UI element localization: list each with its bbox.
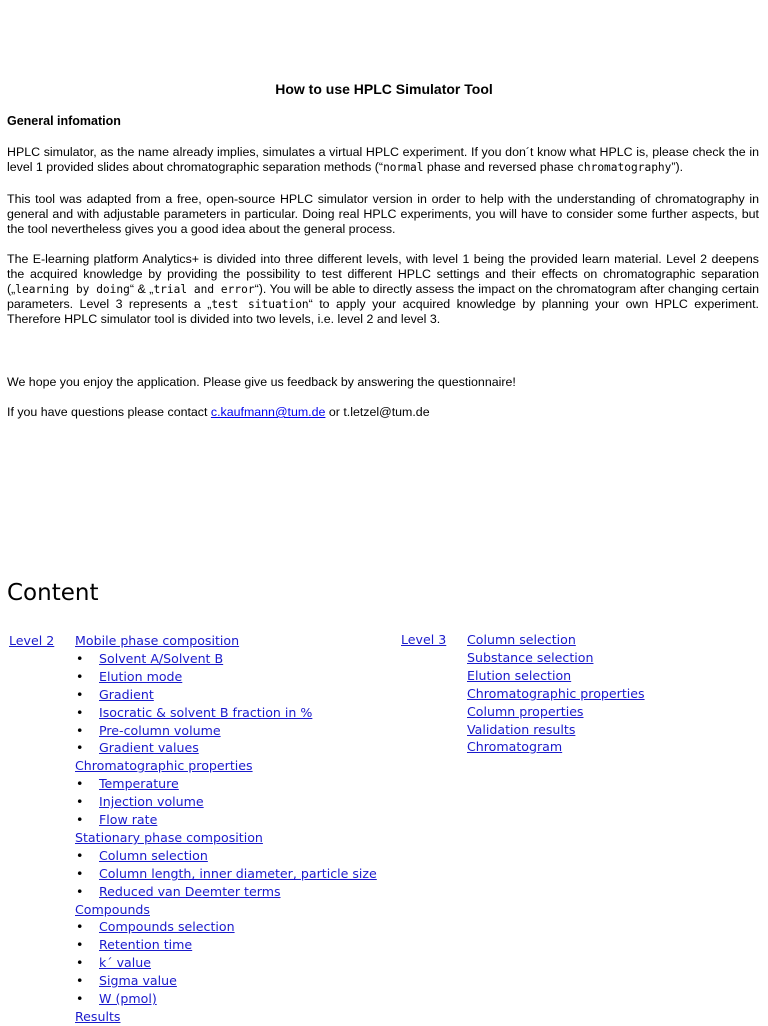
bullet-marker: • xyxy=(76,723,84,738)
toc-level-2-link[interactable]: Level 2 xyxy=(9,633,55,648)
toc-subitem-link[interactable]: Injection volume xyxy=(99,794,204,809)
toc-level3-item-link[interactable]: Column properties xyxy=(467,704,584,719)
toc-level-3-link[interactable]: Level 3 xyxy=(401,632,447,647)
toc-level3-item xyxy=(467,703,584,721)
toc-level3-item xyxy=(467,667,571,685)
toc-level3-item-link[interactable]: Validation results xyxy=(467,722,576,737)
bullet-marker: • xyxy=(76,937,84,952)
general-information-heading: General infomation xyxy=(7,114,121,128)
toc-subitem-link[interactable]: Retention time xyxy=(99,937,193,952)
toc-section-link[interactable]: Chromatographic properties xyxy=(75,758,253,773)
toc-subitem-link[interactable]: k´ value xyxy=(99,955,151,970)
bullet-marker: • xyxy=(76,848,84,863)
bullet-marker: • xyxy=(76,669,84,684)
toc-subitem xyxy=(99,686,154,704)
toc-subitem-link[interactable]: Temperature xyxy=(99,776,179,791)
toc-section xyxy=(75,829,263,847)
toc-subitem xyxy=(99,972,177,990)
toc-level3-item-link[interactable]: Chromatographic properties xyxy=(467,686,645,701)
toc-level3-item-link[interactable]: Column selection xyxy=(467,632,576,647)
bullet-marker: • xyxy=(76,776,84,791)
toc-section-link[interactable]: Results xyxy=(75,1009,121,1024)
toc-subitem xyxy=(99,739,199,757)
toc-level3-item xyxy=(467,685,645,703)
bullet-marker: • xyxy=(76,991,84,1006)
toc-level3-item xyxy=(467,649,593,667)
toc-level3-item xyxy=(467,631,576,649)
toc-subitem-link[interactable]: Column length, inner diameter, particle size xyxy=(99,866,377,881)
toc-subitem-link[interactable]: Sigma value xyxy=(99,973,177,988)
toc-level2-link-wrap xyxy=(9,632,54,650)
toc-level3-item xyxy=(467,721,575,739)
bullet-marker: • xyxy=(76,705,84,720)
email-link-kaufmann[interactable]: c.kaufmann@tum.de xyxy=(210,405,326,419)
toc-subitem xyxy=(99,650,223,668)
toc-level3-item xyxy=(467,738,562,756)
toc-subitem xyxy=(99,990,157,1008)
content-heading: Content xyxy=(7,580,99,606)
bullet-marker: • xyxy=(76,812,84,827)
toc-section-link[interactable]: Stationary phase composition xyxy=(75,830,263,845)
toc-subitem xyxy=(99,954,151,972)
toc-subitem xyxy=(99,865,377,883)
toc-subitem xyxy=(99,775,179,793)
tool-description-paragraph: This tool was adapted from a free, open-source HPLC simulator version in order to help with the understanding of chromatography in general and with adjustable parameters in particular. Doing real HPLC experiments, you will have to consider some further aspects, but the tool nevertheless gives you a good idea about the general process. xyxy=(7,192,759,236)
toc-section xyxy=(75,632,239,650)
bullet-marker: • xyxy=(76,794,84,809)
toc-section xyxy=(75,901,150,919)
toc-subitem-link[interactable]: Gradient xyxy=(99,687,154,702)
toc-subitem-link[interactable]: Isocratic & solvent B fraction in % xyxy=(99,705,313,720)
toc-subitem xyxy=(99,936,192,954)
toc-subitem-link[interactable]: Elution mode xyxy=(99,669,183,684)
toc-level3-item-link[interactable]: Substance selection xyxy=(467,650,594,665)
bullet-marker: • xyxy=(76,955,84,970)
toc-subitem xyxy=(99,704,312,722)
intro-paragraph: HPLC simulator, as the name already implies, simulates a virtual HPLC experiment. If you don´t know what HPLC is, please check the in level 1 provided slides about chromatographic separation methods (“normal phase and reversed phase chromatography”). xyxy=(7,145,759,174)
toc-subitem-link[interactable]: Flow rate xyxy=(99,812,158,827)
document-title: How to use HPLC Simulator Tool xyxy=(275,81,493,97)
toc-subitem xyxy=(99,847,208,865)
toc-subitem xyxy=(99,668,182,686)
bullet-marker: • xyxy=(76,866,84,881)
toc-subitem-link[interactable]: Solvent A/Solvent B xyxy=(99,651,224,666)
bullet-marker: • xyxy=(76,884,84,899)
toc-section-link[interactable]: Mobile phase composition xyxy=(75,633,240,648)
toc-section-link[interactable]: Compounds xyxy=(75,902,150,917)
feedback-line: We hope you enjoy the application. Please give us feedback by answering the questionnaire! xyxy=(7,375,516,389)
toc-subitem-link[interactable]: Column selection xyxy=(99,848,208,863)
toc-level3-item-link[interactable]: Chromatogram xyxy=(467,739,563,754)
toc-subitem xyxy=(99,793,204,811)
toc-section xyxy=(75,757,253,775)
bullet-marker: • xyxy=(76,973,84,988)
toc-level3-link-wrap xyxy=(401,631,446,649)
toc-subitem-link[interactable]: Compounds selection xyxy=(99,919,235,934)
toc-subitem xyxy=(99,722,221,740)
toc-subitem-link[interactable]: Gradient values xyxy=(99,740,199,755)
bullet-marker: • xyxy=(76,687,84,702)
bullet-marker: • xyxy=(76,651,84,666)
toc-subitem xyxy=(99,883,281,901)
levels-paragraph: The E-learning platform Analytics+ is divided into three different levels, with level 1 being the provided learn material. Level 2 deepens the acquired knowledge by providing the possibility to test different HPLC settings and their effects on chromatographic separation („learning by doing“ & „trial and error“). You will be able to directly assess the impact on the chromatogram after changing certain parameters. Level 3 represents a „test situation“ to apply your acquired knowledge by planning your own HPLC experiment. Therefore HPLC simulator tool is divided into two levels, i.e. level 2 and level 3. xyxy=(7,252,759,326)
toc-subitem-link[interactable]: W (pmol) xyxy=(99,991,157,1006)
toc-level3-item-link[interactable]: Elution selection xyxy=(467,668,572,683)
toc-subitem-link[interactable]: Pre-column volume xyxy=(99,723,221,738)
toc-subitem-link[interactable]: Reduced van Deemter terms xyxy=(99,884,281,899)
toc-section xyxy=(75,1008,120,1026)
contact-line: If you have questions please contact c.kaufmann@tum.de or t.letzel@tum.de xyxy=(7,405,430,419)
bullet-marker: • xyxy=(76,919,84,934)
bullet-marker: • xyxy=(76,740,84,755)
toc-subitem xyxy=(99,918,235,936)
email-text-letzel: t.letzel@tum.de xyxy=(343,405,430,419)
toc-subitem xyxy=(99,811,157,829)
